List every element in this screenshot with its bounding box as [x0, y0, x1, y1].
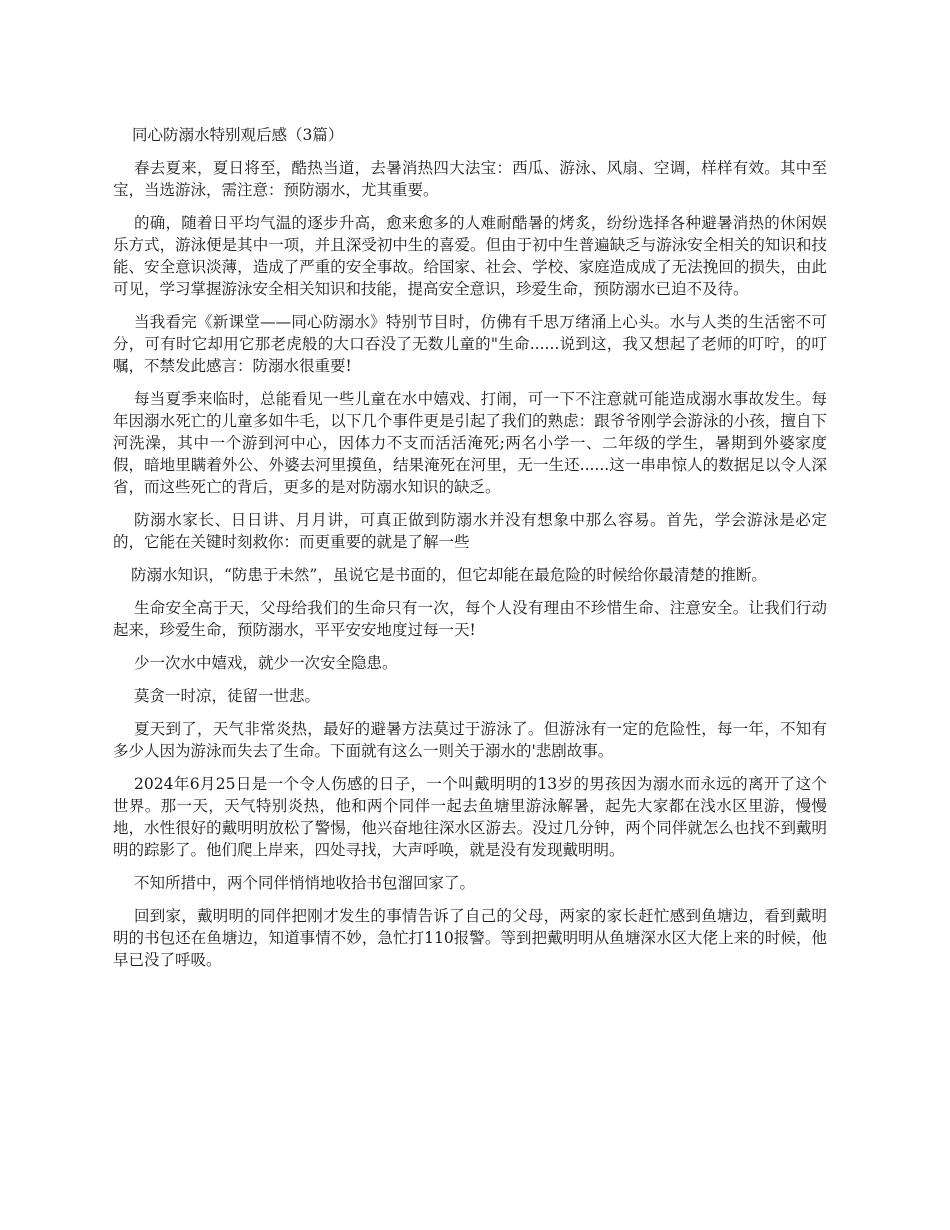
- paragraph: 的确，随着日平均气温的逐步升高，愈来愈多的人难耐酷暑的烤炙，纷纷选择各种避暑消热的休闲娱乐方式，游泳便是其中一项，并且深受初中生的喜爱。但由于初中生普遍缺乏与游泳安全相关的知识和技能、安全意识淡薄，造成了严重的安全事故。给国家、社会、学校、家庭造成成了无法挽回的损失，由此可见，学习掌握游泳安全相关知识和技能，提高安全意识，珍爱生命，预防溺水已迫不及待。: [113, 214, 827, 298]
- paragraph: 莫贪一时凉，徒留一世悲。: [134, 687, 321, 705]
- paragraph: 少一次水中嬉戏，就少一次安全隐患。: [134, 654, 398, 672]
- document-title: 同心防溺水特别观后感（3篇）: [132, 126, 344, 144]
- paragraph: 防溺水家长、日日讲、月月讲，可真正做到防溺水并没有想象中那么容易。首先，学会游泳是必定的，它能在关键时刻救你：而更重要的就是了解一些: [113, 511, 827, 551]
- paragraph: 防溺水知识，“防患于未然”，虽说它是书面的，但它却能在最危险的时候给你最清楚的推断。: [131, 566, 767, 584]
- paragraph: 回到家，戴明明的同伴把刚才发生的事情告诉了自己的父母，两家的家长赶忙感到鱼塘边，看到戴明明的书包还在鱼塘边，知道事情不妙，急忙打110报警。等到把戴明明从鱼塘深水区大佬上来的时候，他早已没了呼吸。: [113, 907, 827, 969]
- paragraph: 每当夏季来临时，总能看见一些儿童在水中嬉戏、打闹，可一下不注意就可能造成溺水事故发生。每年因溺水死亡的儿童多如牛毛，以下几个事件更是引起了我们的熟虑：跟爷爷刚学会游泳的小孩，擅自下河洗澡，其中一个游到河中心，因体力不支而活活淹死;两名小学一、二年级的学生，暑期到外婆家度假，暗地里瞒着外公、外婆去河里摸鱼，结果淹死在河里，无一生还......这一串串惊人的数据足以令人深省，而这些死亡的背后，更多的是对防溺水知识的缺乏。: [113, 390, 827, 496]
- paragraph: 春去夏来，夏日将至，酷热当道，去暑消热四大法宝：西瓜、游泳、风扇、空调，样样有效。其中至宝，当选游泳，需注意：预防溺水，尤其重要。: [113, 159, 827, 199]
- paragraph: 不知所措中，两个同伴悄悄地收拾书包溜回家了。: [134, 874, 476, 892]
- paragraph: 夏天到了，天气非常炎热，最好的避暑方法莫过于游泳了。但游泳有一定的危险性，每一年，不知有多少人因为游泳而失去了生命。下面就有这么一则关于溺水的'悲剧故事。: [113, 720, 827, 760]
- paragraph: 当我看完《新课堂——同心防溺水》特别节目时，仿佛有千思万绪涌上心头。水与人类的生活密不可分，可有时它却用它那老虎般的大口吞没了无数儿童的"生命......说到这，我又想起了老师的叮咛，的叮嘱，不禁发此感言：防溺水很重要!: [113, 313, 827, 375]
- paragraph: 生命安全高于天，父母给我们的生命只有一次，每个人没有理由不珍惜生命、注意安全。让我们行动起来，珍爱生命，预防溺水，平平安安地度过每一天!: [113, 599, 827, 639]
- document-page: [113, 124, 827, 982]
- paragraph: 2024年6月25日是一个令人伤感的日子，一个叫戴明明的13岁的男孩因为溺水而永远的离开了这个世界。那一天，天气特别炎热，他和两个同伴一起去鱼塘里游泳解暑，起先大家都在浅水区里游，慢慢地，水性很好的戴明明放松了警惕，他兴奋地往深水区游去。没过几分钟，两个同伴就怎么也找不到戴明明的踪影了。他们爬上岸来，四处寻找，大声呼唤，就是没有发现戴明明。: [113, 775, 827, 859]
